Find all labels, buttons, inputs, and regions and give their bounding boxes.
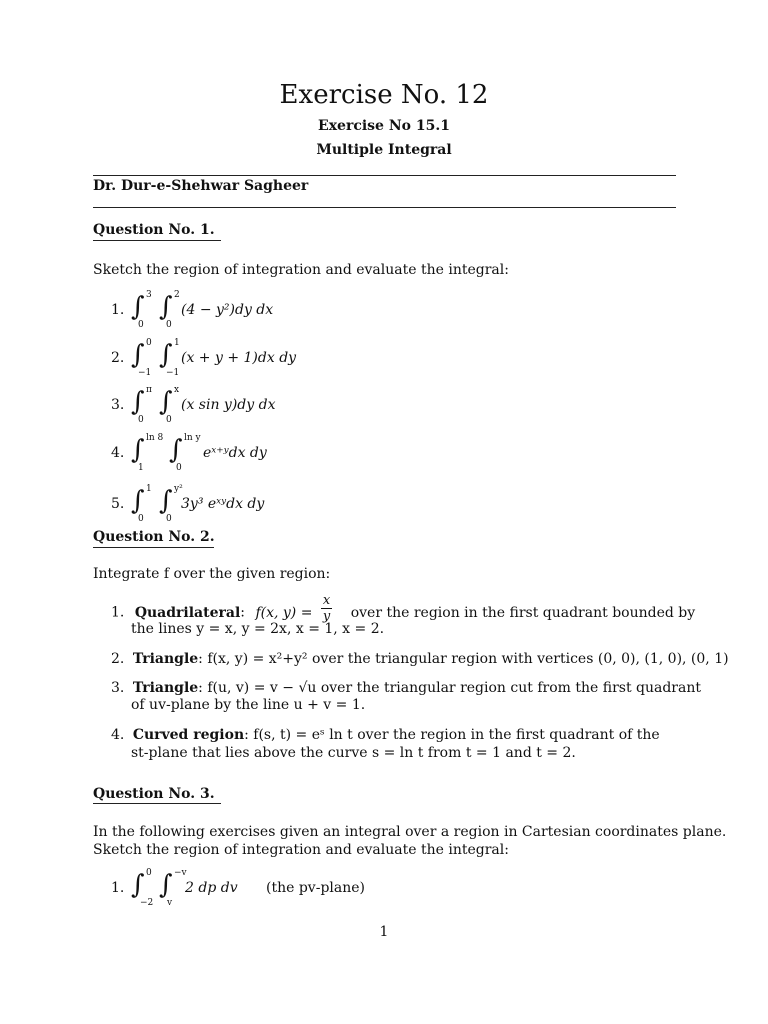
q2-item-1: 1. Quadrilateral: f(x, y) = $\frac{x}{y}$ over the region in the first quadrant bounded by bbox=[111, 593, 696, 624]
outer-lower-limit: 1 bbox=[138, 463, 144, 473]
inner-lower-limit: 0 bbox=[166, 514, 172, 524]
exercise-subtitle: Exercise No 15.1 bbox=[318, 118, 450, 134]
q1-item-number: 1. bbox=[111, 302, 125, 318]
outer-upper-limit: π bbox=[146, 385, 152, 395]
author: Dr. Dur-e-Shehwar Sagheer bbox=[93, 178, 309, 194]
fraction-numerator: x bbox=[322, 593, 331, 608]
integral-sign-inner: ∫ bbox=[169, 435, 183, 465]
outer-lower-limit: −2 bbox=[140, 898, 154, 908]
inner-upper-limit: 1 bbox=[174, 338, 180, 348]
q2-item-2-label: Triangle bbox=[132, 651, 199, 667]
inner-upper-limit: y² bbox=[174, 484, 183, 494]
integrand: 3y³ eˣʸdx dy bbox=[181, 496, 265, 512]
outer-lower-limit: 0 bbox=[138, 514, 144, 524]
integral-sign-outer: ∫ bbox=[131, 340, 145, 370]
q3-underline bbox=[93, 803, 221, 804]
integral-sign-outer: ∫ bbox=[131, 292, 145, 322]
q1-underline bbox=[93, 240, 221, 241]
author-rule bbox=[93, 207, 676, 208]
inner-upper-limit: ln y bbox=[184, 433, 201, 443]
q2-item-4-number: 4. bbox=[111, 727, 125, 743]
q3-item-1 bbox=[111, 866, 511, 912]
q1-item-5 bbox=[111, 482, 511, 528]
q1-item-number: 4. bbox=[111, 445, 125, 461]
q2-item-1-number: 1. bbox=[111, 604, 125, 621]
outer-lower-limit: 0 bbox=[138, 415, 144, 425]
outer-upper-limit: 1 bbox=[146, 484, 152, 494]
q2-item-4-text: : f(s, t) = eˢ ln t over the region in the first quadrant of the bbox=[244, 727, 660, 743]
integral-sign-inner: ∫ bbox=[159, 340, 173, 370]
q1-heading: Question No. 1. bbox=[93, 222, 215, 238]
q2-item-1-label: Quadrilateral bbox=[134, 604, 241, 621]
q2-item-4 bbox=[111, 727, 660, 743]
q2-item-3-text: : f(u, v) = v − √u over the triangular region cut from the first quadrant bbox=[198, 680, 701, 696]
inner-lower-limit: v bbox=[167, 898, 173, 908]
q1-item-number: 2. bbox=[111, 350, 125, 366]
q2-item-3-line2: of uv-plane by the line u + v = 1. bbox=[131, 697, 366, 713]
q2-item-2-text: : f(x, y) = x²+y² over the triangular region with vertices (0, 0), (1, 0), (0, 1) bbox=[198, 651, 729, 667]
outer-upper-limit: 0 bbox=[146, 868, 152, 878]
q1-item-number: 5. bbox=[111, 496, 125, 512]
integrand: (x + y + 1)dx dy bbox=[181, 350, 297, 366]
q3-instruction-2: Sketch the region of integration and evaluate the integral: bbox=[93, 842, 509, 858]
page-title: Exercise No. 12 bbox=[279, 80, 489, 110]
q2-item-3 bbox=[111, 680, 701, 696]
q2-item-3-label: Triangle bbox=[132, 680, 199, 696]
inner-upper-limit: 2 bbox=[174, 290, 180, 300]
q1-instruction: Sketch the region of integration and evaluate the integral: bbox=[93, 262, 509, 278]
fraction-denominator: y bbox=[322, 609, 331, 624]
integral-sign-inner: ∫ bbox=[159, 292, 173, 322]
integral-sign-inner: ∫ bbox=[159, 486, 173, 516]
q3-item-1-number: 1. bbox=[111, 880, 125, 896]
inner-upper-limit: x bbox=[174, 385, 180, 395]
integrand: 2 dp dv bbox=[185, 880, 238, 896]
q2-item-4-label: Curved region bbox=[132, 727, 245, 743]
q2-underline bbox=[93, 547, 214, 548]
q1-item-number: 3. bbox=[111, 397, 125, 413]
q2-instruction: Integrate f over the given region: bbox=[93, 566, 331, 582]
integrand: (4 − y²)dy dx bbox=[181, 302, 274, 318]
integral-sign-outer: ∫ bbox=[131, 387, 145, 417]
integral-sign-inner: ∫ bbox=[159, 387, 173, 417]
integrand: eˣ⁺ʸdx dy bbox=[203, 445, 267, 461]
top-rule bbox=[93, 175, 676, 176]
q2-item-4-line2: st-plane that lies above the curve s = ln t from t = 1 and t = 2. bbox=[131, 745, 576, 761]
outer-lower-limit: −1 bbox=[138, 368, 152, 378]
q2-item-1-text: over the region in the first quadrant bounded by bbox=[350, 604, 696, 621]
q1-item-4 bbox=[111, 431, 511, 477]
q1-item-3 bbox=[111, 383, 511, 429]
outer-upper-limit: 3 bbox=[146, 290, 152, 300]
outer-upper-limit: ln 8 bbox=[146, 433, 164, 443]
q1-item-1 bbox=[111, 288, 511, 334]
outer-lower-limit: 0 bbox=[138, 320, 144, 330]
q2-item-1-function: f(x, y) = bbox=[255, 604, 313, 621]
integral-sign-outer: ∫ bbox=[131, 870, 145, 900]
q3-instruction-1: In the following exercises given an integral over a region in Cartesian coordinates plane. bbox=[93, 824, 727, 840]
integral-sign-outer: ∫ bbox=[131, 486, 145, 516]
integrand: (x sin y)dy dx bbox=[181, 397, 276, 413]
q2-item-2 bbox=[111, 651, 729, 667]
q2-heading: Question No. 2. bbox=[93, 529, 215, 545]
inner-lower-limit: 0 bbox=[176, 463, 182, 473]
page-number: 1 bbox=[379, 924, 389, 940]
inner-lower-limit: 0 bbox=[166, 320, 172, 330]
outer-upper-limit: 0 bbox=[146, 338, 152, 348]
integral-sign-inner: ∫ bbox=[159, 870, 173, 900]
q2-item-2-number: 2. bbox=[111, 651, 125, 667]
q2-item-1-line2: the lines y = x, y = 2x, x = 1, x = 2. bbox=[131, 621, 385, 637]
q1-item-2 bbox=[111, 336, 511, 382]
q3-heading: Question No. 3. bbox=[93, 786, 215, 802]
q2-item-3-number: 3. bbox=[111, 680, 125, 696]
plane-note: (the pv-plane) bbox=[266, 880, 365, 896]
inner-lower-limit: −1 bbox=[166, 368, 180, 378]
q2-item-1-fraction bbox=[321, 593, 332, 624]
inner-lower-limit: 0 bbox=[166, 415, 172, 425]
inner-upper-limit: −v bbox=[174, 868, 187, 878]
topic-subtitle: Multiple Integral bbox=[316, 142, 452, 158]
integral-sign-outer: ∫ bbox=[131, 435, 145, 465]
